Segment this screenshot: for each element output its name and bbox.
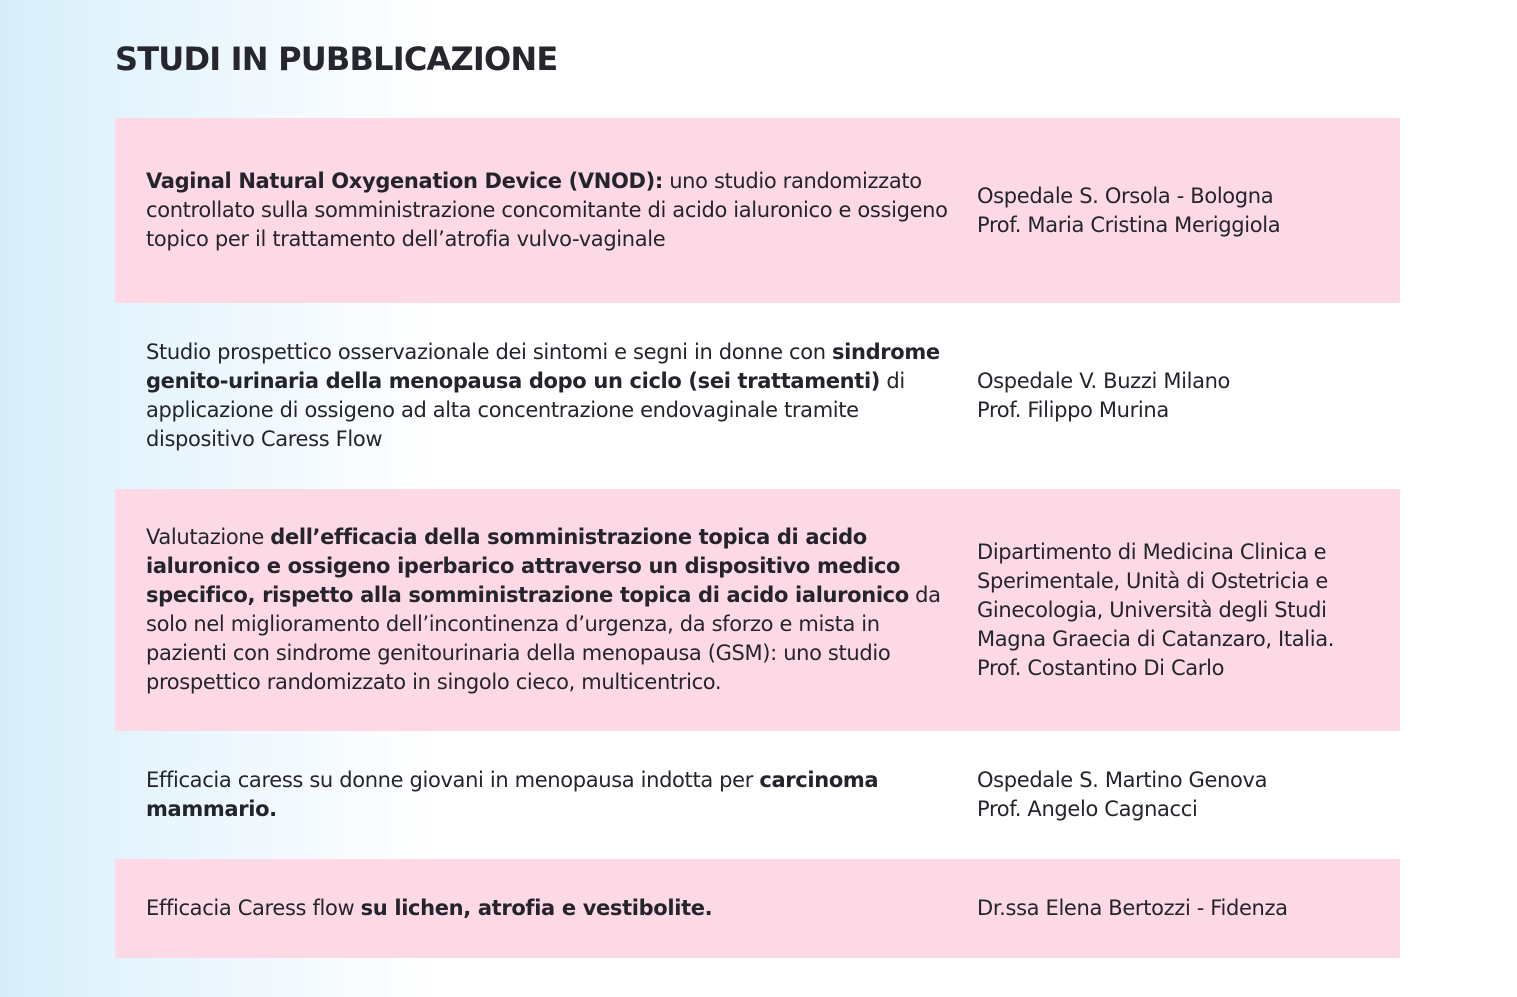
study-location-line: Dr.ssa Elena Bertozzi - Fidenza — [977, 896, 1288, 920]
study-description — [115, 894, 977, 923]
study-text: Efficacia caress su donne giovani in menopausa indotta per — [146, 768, 760, 792]
study-text: uno studio randomizzato controllato sulla somministrazione concomitante di acido ialuronico e ossigeno topico per il trattamento dell’atrofia vulvo-vaginale — [146, 169, 948, 251]
study-location — [977, 367, 1400, 425]
study-text: Studio prospettico osservazionale dei sintomi e segni in donne con — [146, 340, 833, 364]
study-text-bold: su lichen, atrofia e vestibolite. — [360, 896, 713, 920]
study-location-line: Prof. Filippo Murina — [977, 398, 1169, 422]
study-text: Efficacia Caress flow — [146, 896, 361, 920]
study-description — [115, 766, 977, 824]
study-location-line: Ospedale V. Buzzi Milano — [977, 369, 1231, 393]
study-text: Valutazione — [146, 525, 271, 549]
study-location-line: Sperimentale, Unità di Ostetricia e — [977, 568, 1328, 593]
study-location — [977, 766, 1400, 824]
study-text-bold: sindrome genito-urinaria della menopausa dopo un ciclo (sei trattamenti) — [146, 340, 940, 393]
study-title-bold: Vaginal Natural Oxygenation Device (VNOD): — [146, 169, 663, 193]
study-description — [115, 523, 977, 697]
study-text: da solo nel miglioramento dell’incontinenza d’urgenza, da sforzo e mista in pazienti con sindrome genitourinaria della menopausa (GSM): uno studio prospettico randomizzato in singolo cieco, multicentrico. — [146, 583, 941, 694]
study-text: di applicazione di ossigeno ad alta concentrazione endovaginale tramite dispositivo Caress Flow — [146, 369, 905, 451]
study-location-line: Prof. Costantino Di Carlo — [977, 655, 1225, 680]
study-row — [115, 859, 1400, 958]
study-row — [115, 489, 1400, 731]
study-description — [115, 338, 977, 454]
study-location-line: Dipartimento di Medicina Clinica e — [977, 539, 1327, 564]
studies-table — [115, 118, 1400, 958]
study-text-bold: dell’efficacia della somministrazione topica di acido ialuronico e ossigeno iperbarico attraverso un dispositivo medico specifico, rispetto alla somministrazione topica di acido ialuronico — [146, 525, 909, 607]
study-row — [115, 303, 1400, 489]
study-text-bold: carcinoma mammario. — [146, 768, 879, 821]
study-row — [115, 118, 1400, 303]
study-location-line: Magna Graecia di Catanzaro, Italia. — [977, 626, 1335, 651]
study-location-line: Ospedale S. Martino Genova — [977, 768, 1268, 792]
study-location — [977, 894, 1400, 923]
study-location — [977, 182, 1400, 240]
study-location — [977, 538, 1400, 683]
study-row — [115, 731, 1400, 859]
study-location-line: Ginecologia, Università degli Studi — [977, 597, 1327, 622]
study-description — [115, 167, 977, 254]
page-title: STUDI IN PUBBLICAZIONE — [115, 40, 558, 78]
study-location-line: Ospedale S. Orsola - Bologna — [977, 183, 1274, 208]
study-location-line: Prof. Angelo Cagnacci — [977, 797, 1198, 821]
study-location-line: Prof. Maria Cristina Meriggiola — [977, 212, 1281, 237]
